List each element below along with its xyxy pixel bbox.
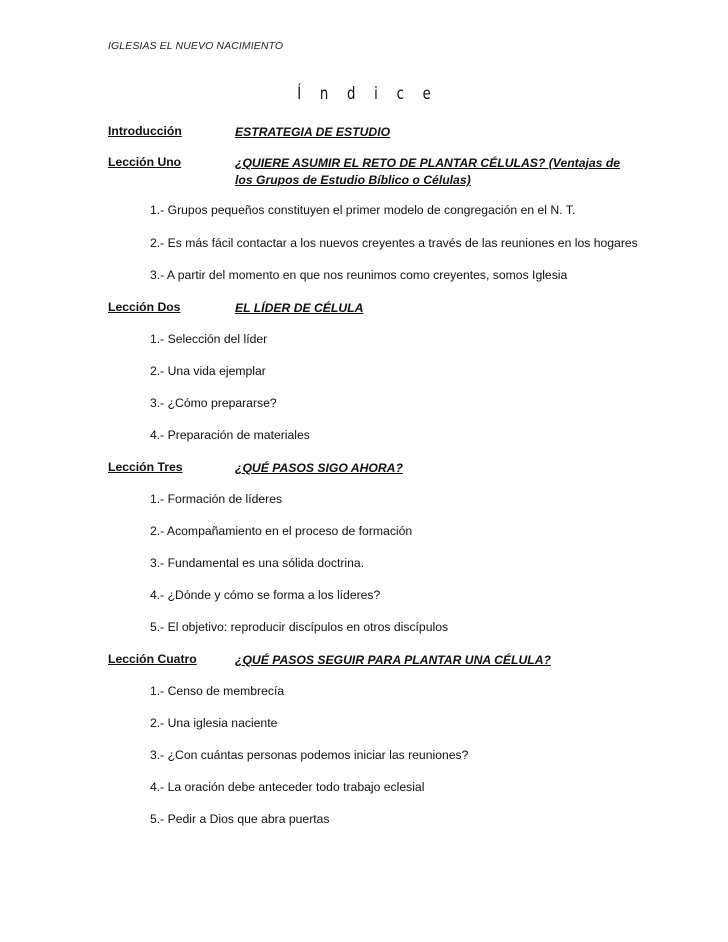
lesson-label: Lección Tres [108,460,183,474]
lesson-item: 3.- A partir del momento en que nos reunimos como creyentes, somos Iglesia [150,268,568,282]
lesson-item: 3.- ¿Con cuántas personas podemos iniciar las reuniones? [150,748,469,762]
lesson-item: 1.- Selección del líder [150,332,268,346]
lesson-label: Lección Cuatro [108,652,197,666]
intro-label: Introducción [108,124,182,138]
lesson-item: 4.- ¿Dónde y cómo se forma a los líderes? [150,588,381,602]
lesson-topic: ¿QUIERE ASUMIR EL RETO DE PLANTAR CÉLULAS? (Ventajas de los Grupos de Estudio Bíblico o Células) [235,156,621,187]
running-header: IGLESIAS EL NUEVO NACIMIENTO [108,40,284,52]
lesson-item: 3.- Fundamental es una sólida doctrina. [150,556,365,570]
lesson-item: 5.- El objetivo: reproducir discípulos en otros discípulos [150,620,449,634]
lesson-item: 1.- Grupos pequeños constituyen el primer modelo de congregación en el N. T. [150,203,576,217]
lesson-topic: EL LÍDER DE CÉLULA [235,301,364,315]
lesson-item: 4.- Preparación de materiales [150,428,310,442]
title-letter: c [396,84,404,104]
lesson-label: Lección Uno [108,155,182,169]
intro-topic: ESTRATEGIA DE ESTUDIO [235,125,391,139]
title-letter: n [319,84,329,104]
lesson-item: 2.- Una vida ejemplar [150,364,266,378]
title-letter: Í [297,84,302,104]
lesson-item: 3.- ¿Cómo prepararse? [150,396,277,410]
lesson-item: 2.- Es más fácil contactar a los nuevos creyentes a través de las reuniones en los hogares [150,236,638,250]
lesson-item: 2.- Una iglesia naciente [150,716,278,730]
lesson-item: 1.- Censo de membrecía [150,684,285,698]
title-letter: e [422,84,431,104]
page-title [80,84,648,104]
title-letter: i [374,84,378,104]
lesson-topic: ¿QUÉ PASOS SEGUIR PARA PLANTAR UNA CÉLULA? [235,653,551,667]
lesson-item: 1.- Formación de líderes [150,492,283,506]
lesson-topic: ¿QUÉ PASOS SIGO AHORA? [235,461,403,475]
lesson-item: 2.- Acompañamiento en el proceso de formación [150,524,413,538]
lesson-item: 5.- Pedir a Dios que abra puertas [150,812,330,826]
lesson-item: 4.- La oración debe anteceder todo trabajo eclesial [150,780,425,794]
lesson-label: Lección Dos [108,300,181,314]
title-letter: d [347,84,356,104]
